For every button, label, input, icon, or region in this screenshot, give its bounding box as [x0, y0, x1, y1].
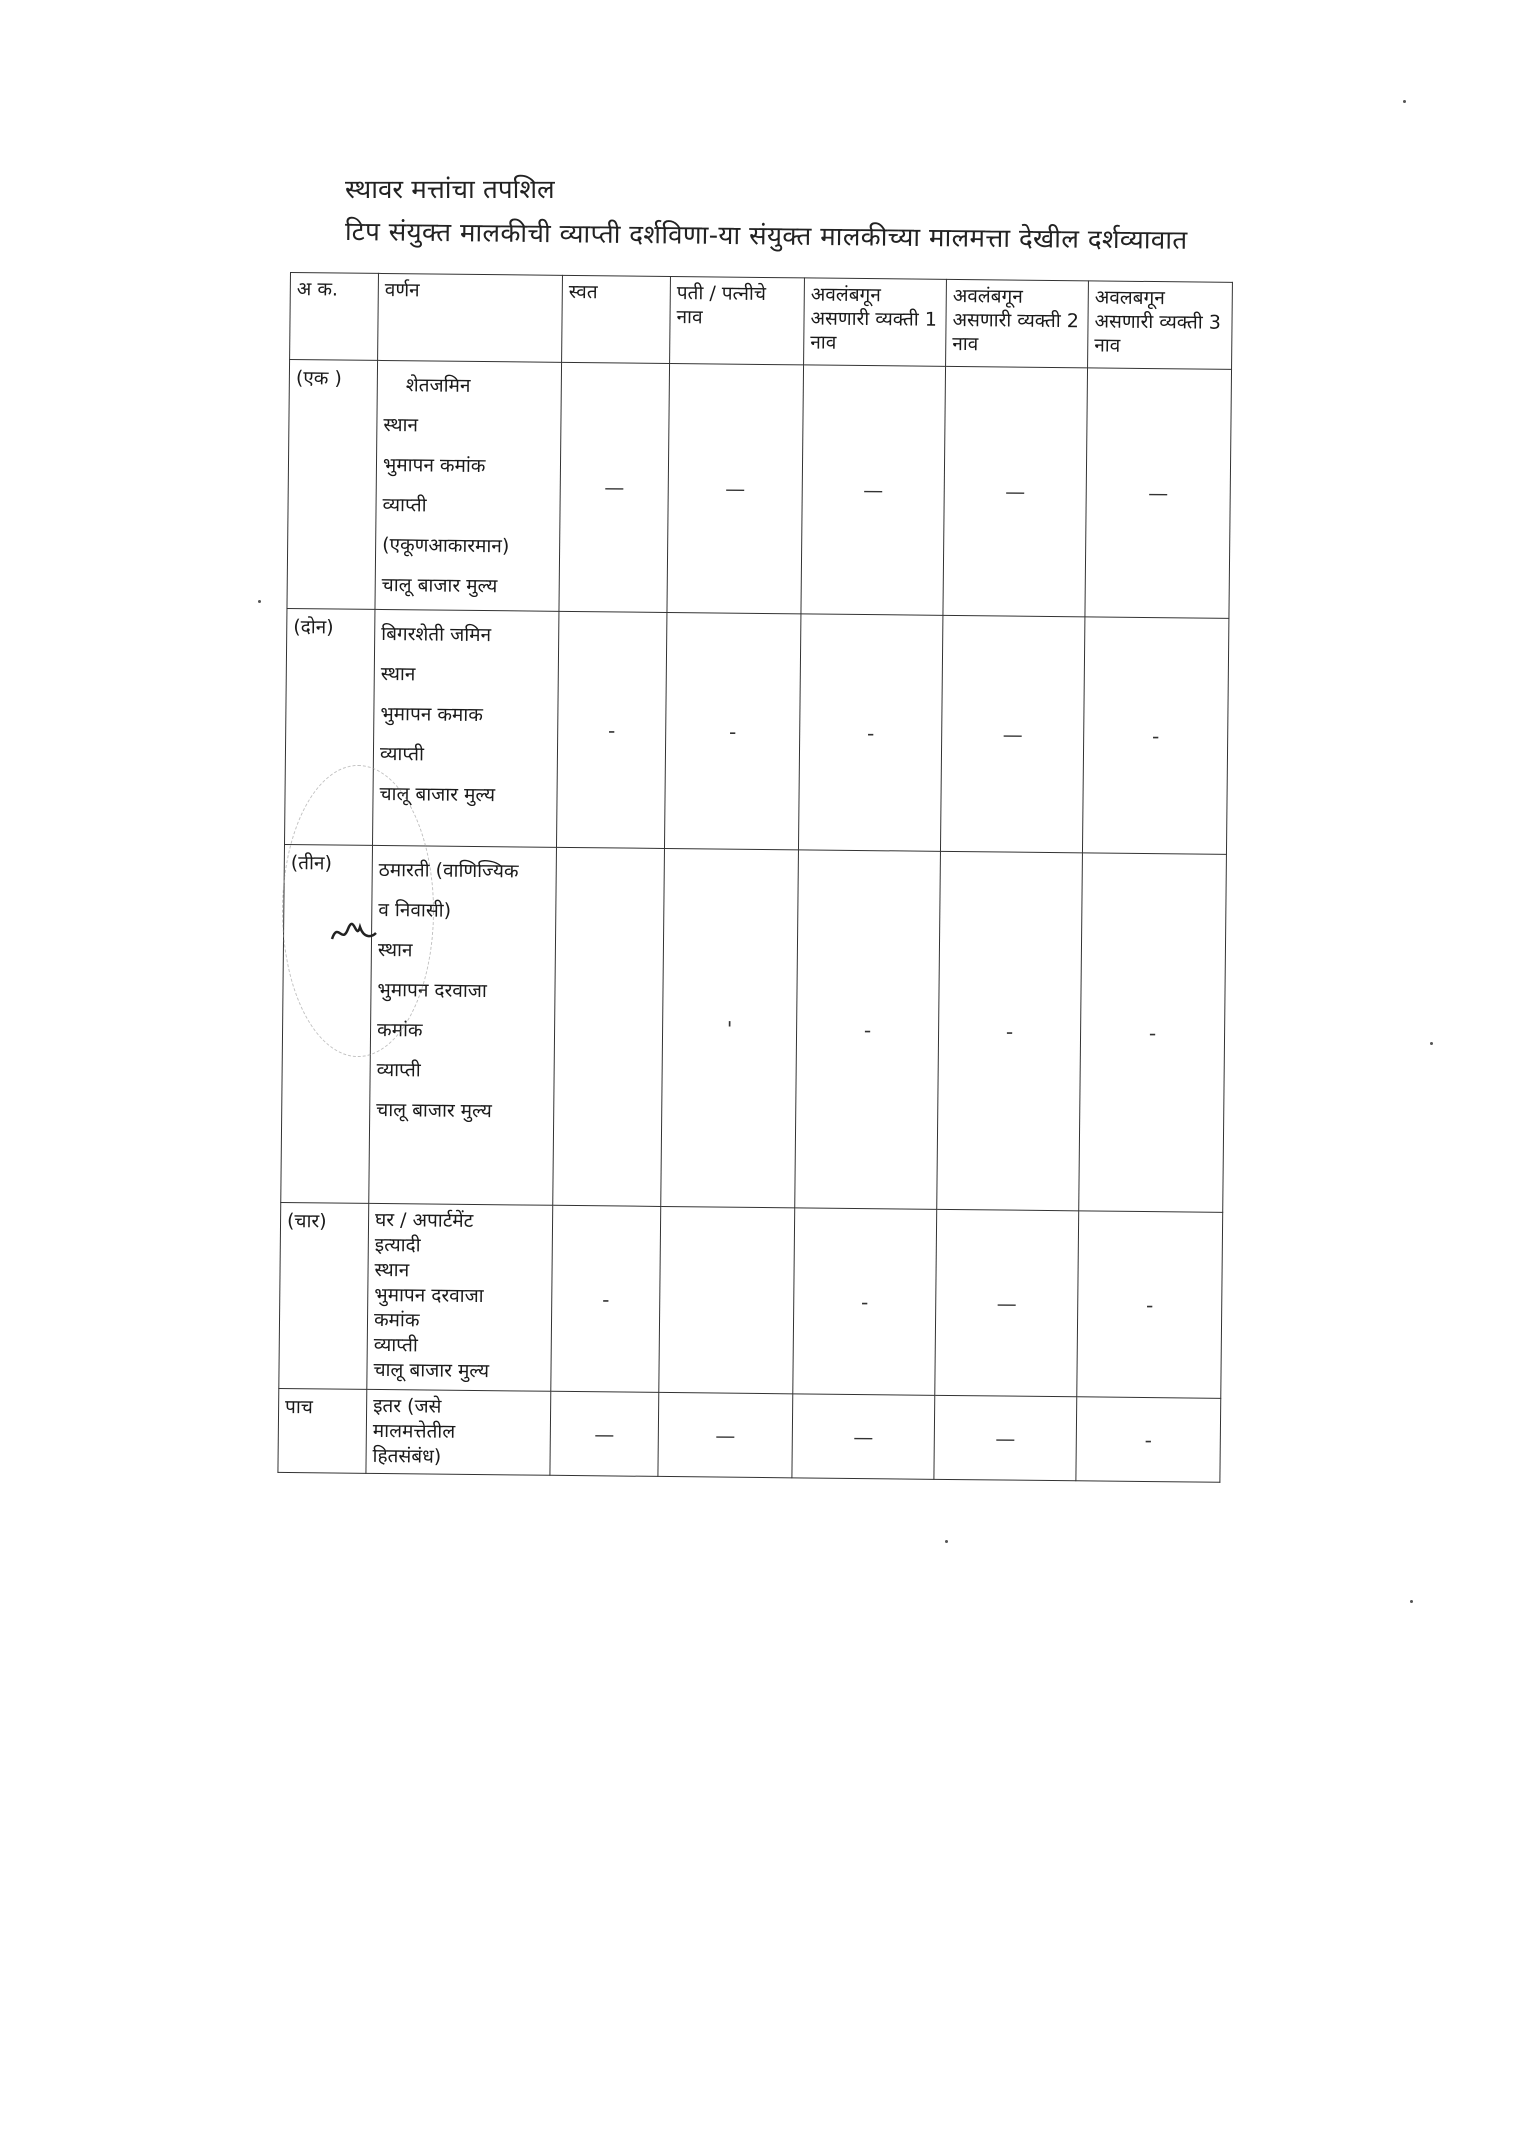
cell-dependent-3: -	[1076, 1397, 1221, 1483]
row-description	[375, 360, 562, 611]
row-description	[367, 1203, 553, 1391]
header-dependent-2: अवलंबगून असणारी व्यक्ती 2 नाव	[946, 279, 1089, 367]
row-serial: पाच	[278, 1388, 367, 1473]
scan-speck-icon	[945, 1540, 948, 1543]
scan-speck-icon	[1403, 100, 1406, 103]
desc-line: ठमारती (वाणिज्यिक	[378, 858, 519, 883]
scan-speck-icon	[1410, 1600, 1413, 1603]
note-text: टिप संयुक्त मालकीची व्याप्ती दर्शविणा-या संयुक्त मालकीच्या मालमत्ता देखील दर्शव्यावात	[344, 217, 1188, 256]
desc-line: व्याप्ती	[373, 1333, 418, 1357]
table-row	[285, 608, 1229, 854]
header-spouse: पती / पत्नीचे नाव	[670, 276, 805, 364]
cell-self: -	[551, 1205, 661, 1392]
row-serial: (एक )	[287, 360, 378, 610]
desc-line: हितसंबंध)	[372, 1444, 442, 1468]
cell-dependent-3: -	[1079, 853, 1227, 1212]
desc-line: स्थान	[383, 413, 419, 437]
row-serial: (दोन)	[285, 608, 375, 845]
cell-dependent-1: —	[792, 1394, 935, 1479]
cell-dependent-2: —	[943, 366, 1088, 616]
cell-spouse: -	[664, 612, 800, 849]
header-dependent-1: अवलंबगून असणारी व्यक्ती 1 नाव	[804, 278, 947, 366]
header-self: स्वत	[562, 275, 671, 363]
cell-dependent-1: —	[801, 365, 946, 615]
row-serial: (तीन)	[281, 844, 373, 1203]
desc-line: शेतजमिन	[405, 374, 471, 397]
cell-dependent-3: —	[1085, 368, 1232, 618]
cell-spouse: —	[667, 363, 804, 613]
cell-spouse: —	[658, 1392, 793, 1477]
desc-line: इत्यादी	[374, 1233, 421, 1257]
section-heading: स्थावर मत्तांचा तपशिल	[345, 175, 555, 205]
row-description	[366, 1389, 551, 1475]
desc-line: बिगरशेती जमिन	[381, 622, 492, 647]
cell-dependent-1: -	[798, 614, 942, 851]
desc-line: चालू बाजार मुल्य	[381, 573, 498, 598]
cell-self	[553, 847, 665, 1206]
desc-line: स्थान	[374, 1258, 410, 1282]
desc-line: व्याप्ती	[379, 742, 425, 766]
desc-line: भुमापन दरवाजा	[374, 1283, 484, 1308]
desc-line: मालमत्तेतील	[372, 1419, 456, 1443]
table-row	[278, 1388, 1221, 1482]
cell-self: -	[556, 611, 666, 848]
cell-dependent-3: -	[1082, 617, 1228, 854]
cell-dependent-2: -	[937, 851, 1083, 1210]
cell-dependent-1: -	[793, 1208, 937, 1395]
cell-dependent-1: -	[795, 850, 941, 1209]
cell-spouse: '	[661, 848, 799, 1207]
desc-line: चालू बाजार मुल्य	[373, 1358, 490, 1383]
desc-line: भुमापन कमाक	[380, 702, 483, 727]
desc-line: स्थान	[377, 938, 413, 962]
cell-self: —	[559, 362, 670, 612]
scan-speck-icon	[1430, 1042, 1433, 1045]
desc-line: (एकूणआकारमान)	[382, 533, 510, 558]
cell-dependent-3: -	[1077, 1211, 1223, 1398]
header-serial: अ क.	[290, 273, 379, 361]
desc-line: कमांक	[373, 1308, 420, 1332]
header-dependent-3: अवलबगून असणारी व्यक्ती 3 नाव	[1088, 281, 1233, 370]
desc-line: स्थान	[380, 662, 416, 686]
cell-spouse	[659, 1206, 795, 1393]
desc-line: इतर (जसे	[373, 1394, 442, 1418]
table-row	[287, 360, 1232, 619]
desc-line: चालू बाजार मुल्य	[379, 782, 496, 807]
faded-stamp-icon	[282, 765, 434, 1057]
desc-line: चालू बाजार मुल्य	[376, 1098, 492, 1123]
signature-icon	[330, 915, 378, 945]
desc-line: व निवासी)	[378, 898, 452, 922]
desc-line: भुमापन दरवाजा	[377, 978, 487, 1003]
desc-line: कमांक	[376, 1018, 423, 1042]
cell-dependent-2: —	[934, 1395, 1077, 1480]
cell-dependent-2: —	[940, 615, 1084, 852]
table-row	[279, 1202, 1223, 1398]
cell-dependent-2: —	[935, 1209, 1079, 1396]
header-description: वर्णन	[378, 273, 563, 362]
scan-speck-icon	[258, 600, 261, 603]
header-row	[290, 273, 1233, 370]
cell-self: —	[550, 1391, 659, 1476]
desc-line: भुमापन कमांक	[382, 453, 486, 478]
desc-line: घर / अपार्टमेंट	[374, 1208, 474, 1232]
desc-line: व्याप्ती	[382, 493, 427, 517]
row-serial: (चार)	[279, 1202, 369, 1389]
desc-line: व्याप्ती	[376, 1058, 421, 1082]
